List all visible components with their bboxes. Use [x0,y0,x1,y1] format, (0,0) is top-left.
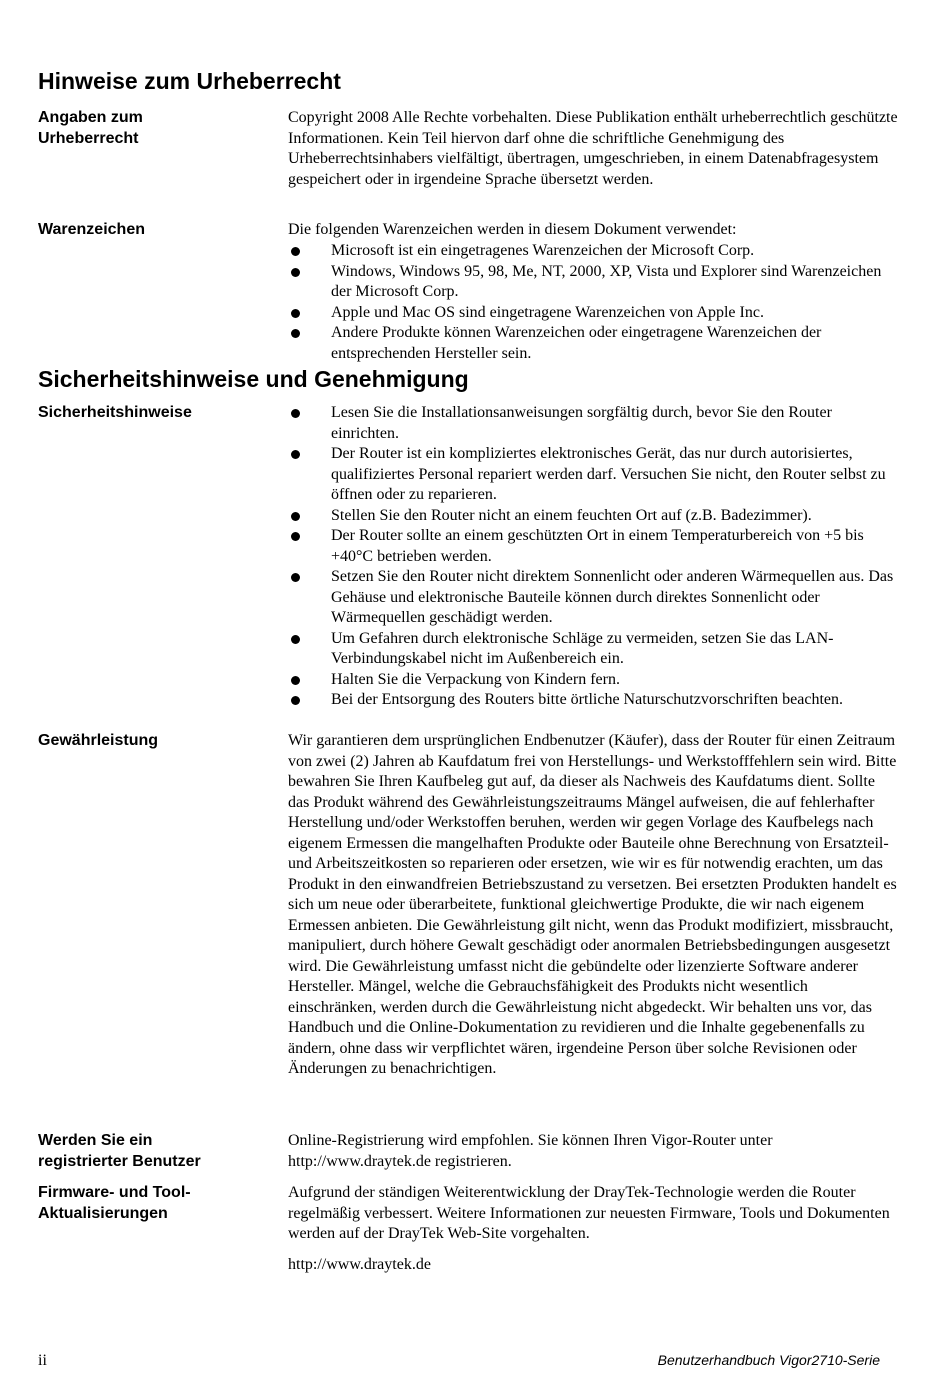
manual-title: Benutzerhandbuch Vigor2710-Serie [657,1352,880,1368]
firmware-url: http://www.draytek.de [288,1256,431,1273]
bullet-icon [291,247,300,256]
copyright-label: Angaben zum Urheberrecht [38,109,143,147]
safety-heading: Sicherheitshinweise und Genehmigung [38,366,469,392]
trademarks-intro: Die folgenden Warenzeichen werden in diesem Dokument verwendet: [288,221,737,238]
list-item [288,241,898,262]
bullet-icon [291,268,300,277]
trademarks-list [288,241,898,364]
list-item-text: Um Gefahren durch elektronische Schläge zu vermeiden, setzen Sie das LAN-Verbindungskabel nicht im Außenbereich ein. [331,629,834,667]
bullet-icon [291,409,300,418]
bullet-icon [291,635,300,644]
firmware-label: Firmware- und Tool- Aktualisierungen [38,1184,191,1222]
page-number: ii [38,1352,47,1369]
list-item-text: Microsoft ist ein eingetragenes Warenzeichen der Microsoft Corp. [331,242,755,259]
list-item-text: Lesen Sie die Installationsanweisungen sorgfältig durch, bevor Sie den Router einrichten. [331,404,832,442]
list-item [288,262,898,303]
warranty-label: Gewährleistung [38,732,159,749]
register-text: Online-Registrierung wird empfohlen. Sie können Ihren Vigor-Router unter http://www.draytek.de registrieren. [288,1132,773,1170]
bullet-icon [291,329,300,338]
safety-label: Sicherheitshinweise [38,404,192,421]
bullet-icon [291,676,300,685]
list-item-text: Stellen Sie den Router nicht an einem feuchten Ort auf (z.B. Badezimmer). [331,506,812,524]
copyright-heading: Hinweise zum Urheberrecht [38,68,341,94]
bullet-icon [291,573,300,582]
list-item [288,303,898,324]
list-item [288,506,898,527]
list-item [288,444,898,506]
list-item [288,670,898,691]
safety-list [288,403,898,711]
list-item-text: Der Router sollte an einem geschützten Ort in einem Temperaturbereich von +5 bis +40°C betrieben werden. [331,527,864,565]
list-item [288,690,898,711]
firmware-text: Aufgrund der ständigen Weiterentwicklung der DrayTek-Technologie werden die Router regelmäßig verbessert. Weitere Informationen zur neuesten Firmware, Tools und Dokumenten werden auf der DrayTek Web-Site vorgehalten. [288,1184,890,1242]
bullet-icon [291,512,300,521]
list-item-text: Setzen Sie den Router nicht direktem Sonnenlicht oder anderen Wärmequellen aus. Das Gehäuse und elektronische Bauteile können durch direktes Sonnenlicht oder Wärmequellen geschädigt werden. [331,568,894,626]
warranty-text: Wir garantieren dem ursprünglichen Endbenutzer (Käufer), dass der Router für einen Zeitraum von zwei (2) Jahren ab Kaufdatum frei von Herstellungs- und Werkstofffehlern sein wird. Bitte bewahren Sie Ihren Kaufbeleg gut auf, da dieser als Nachweis des Kaufdatums dient. Sollte das Produkt während des Gewährleistungszeitraums Mängel aufweisen, die auf fehlerhafter Herstellung und/oder Werkstoffen beruhen, werden wir gegen Vorlage des Kaufbelegs nach eigenem Ermessen die mangelhaften Produkte oder Bauteile ohne Berechnung von Ersatzteil- und Arbeitszeitkosten so reparieren oder ersetzen, wie wir es für notwendig erachten, um das Produkt in den einwandfreien Betriebszustand zu versetzen. Bei ersetzten Produkten handelt es sich um neue oder überarbeitete, funktional gleichwertige Produkte, die wir nach eigenem Ermessen anbieten. Die Gewährleistung gilt nicht, wenn das Produkt modifiziert, missbraucht, manipuliert, durch höhere Gewalt geschädigt oder anormalen Betriebsbedingungen ausgesetzt wird. Die Gewährleistung umfasst nicht die gebündelte oder lizenzierte Software anderer Hersteller. Mängel, welche die Gebrauchsfähigkeit des Produkts nicht wesentlich einschränken, werden durch die Gewährleistung nicht abgedeckt. Wir behalten uns vor, das Handbuch und die Online-Dokumentation zu revidieren und die Inhalte gegebenenfalls zu ändern, ohne dass wir verpflichtet wären, irgendeine Person über solche Revisionen oder Änderungen zu benachrichtigen. [288,732,897,1077]
list-item-text: Apple und Mac OS sind eingetragene Warenzeichen von Apple Inc. [331,303,764,321]
list-item [288,567,898,629]
list-item [288,403,898,444]
copyright-text: Copyright 2008 Alle Rechte vorbehalten. Diese Publikation enthält urheberrechtlich geschützte Informationen. Kein Teil hiervon darf ohne die schriftliche Genehmigung des Urheberrechtsinhabers vielfältigt, übertragen, umgeschrieben, in einem Datenabfragesystem gespeichert oder in irgendeine Sprache übersetzt werden. [288,109,898,188]
list-item [288,629,898,670]
list-item-text: Bei der Entsorgung des Routers bitte örtliche Naturschutzvorschriften beachten. [331,691,843,708]
bullet-icon [291,450,300,459]
list-item-text: Andere Produkte können Warenzeichen oder eingetragene Warenzeichen der entsprechenden Hersteller sein. [331,324,822,362]
bullet-icon [291,309,300,318]
bullet-icon [291,696,300,705]
bullet-icon [291,532,300,541]
register-label: Werden Sie ein registrierter Benutzer [38,1132,201,1170]
list-item [288,323,898,364]
list-item-text: Halten Sie die Verpackung von Kindern fern. [331,670,620,688]
list-item [288,526,898,567]
list-item-text: Windows, Windows 95, 98, Me, NT, 2000, XP, Vista und Explorer sind Warenzeichen der Microsoft Corp. [331,262,882,300]
trademarks-label: Warenzeichen [38,221,145,238]
list-item-text: Der Router ist ein kompliziertes elektronisches Gerät, das nur durch autorisiertes, qualifiziertes Personal repariert werden darf. Versuchen Sie nicht, den Router selbst zu öffnen oder zu reparieren. [331,445,886,503]
